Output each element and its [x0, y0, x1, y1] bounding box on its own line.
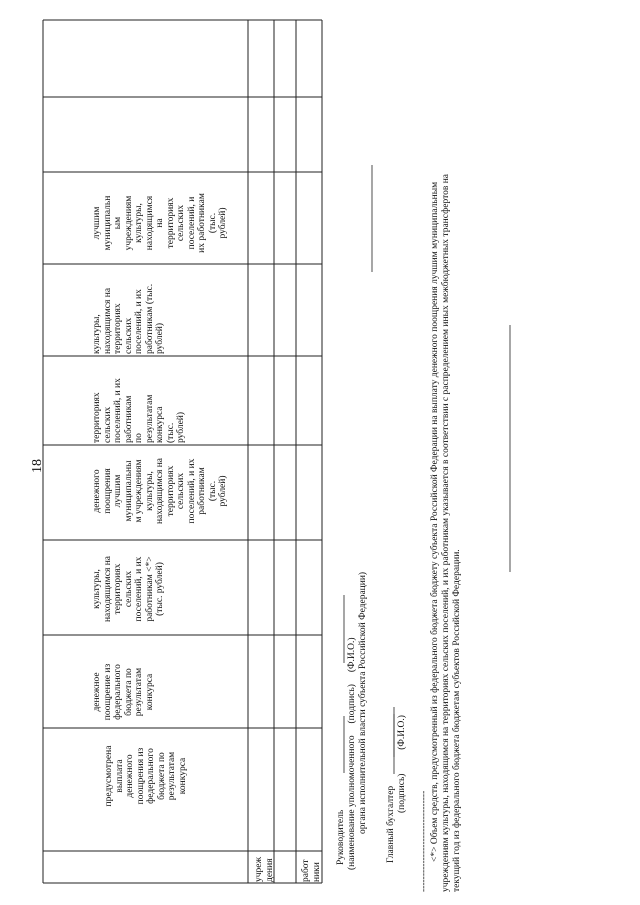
head-caption-2: органа исполнительной власти субъекта Российской Федерации): [358, 571, 368, 834]
footnote-separator: --------------------------------: [419, 790, 429, 892]
column-header-7: лучшим муниципальн ым учреждениям культуры, находящимся на территориях сельских поселений, и их работникам (тыс. рублей): [92, 193, 228, 253]
accountant-label: Главный бухгалтер: [386, 785, 396, 863]
column-header-2: денежное поощрение из федерального бюджета по результатам конкурса: [92, 663, 155, 721]
column-header-6: культуры, находящимся на территориях сельских поселений, и их работникам (тыс. рублей): [92, 283, 165, 354]
column-header-3: культуры, находящимся на территориях сельских поселений, и их работникам <*> (тыс. рублей): [92, 555, 165, 623]
footnote-line-3: текущий год из федерального бюджета бюджетам субъектов Российской Федерации.: [452, 549, 462, 892]
footnote-line-1: <*> Объем средств, предусмотренный из федерального бюджета бюджету субъекта Российской Федерации на выплату денежного поощрения лучшим муниципальным: [430, 181, 440, 862]
row-label-institutions: учреж дения: [254, 856, 275, 882]
head-caption: (наименование уполномоченного (подпись) (Ф.И.О.): [347, 637, 357, 870]
column-header-5: территориях сельских поселений, и их работникам по результатам конкурса (тыс. рублей): [92, 378, 186, 443]
footnote-line-2: учреждениям культуры, находящимся на территориях сельских поселений, и их работникам указывается в соответствии с распределением иных межбюджетных трансфертов на: [441, 173, 451, 892]
accountant-caption: (подпись) (Ф.И.О.): [397, 715, 407, 813]
row-label-workers: работ ники: [301, 859, 322, 882]
page-number: 18: [30, 459, 45, 473]
head-label: Руководитель: [336, 809, 346, 865]
column-header-1: предусмотрена выплата денежного поощрения из федерального бюджета по результатам конкурса: [104, 745, 188, 807]
column-header-4: денежного поощрения лучшим муниципальны м учреждениям культуры, находящимся на территориях сельских поселений, и их работникам (тыс. рублей): [92, 457, 228, 525]
